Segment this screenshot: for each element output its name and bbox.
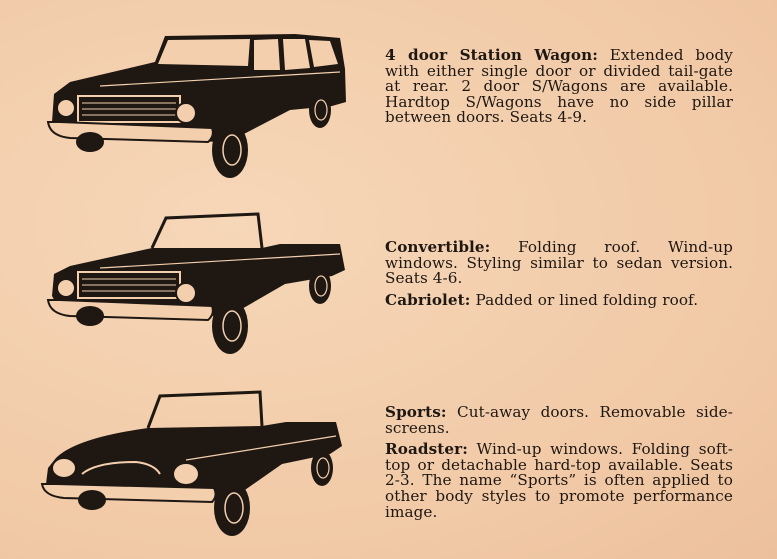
sports-car-illustration <box>36 388 351 548</box>
cabriolet-paragraph <box>385 290 733 309</box>
convertible-paragraph <box>385 240 733 287</box>
sports-paragraph <box>385 405 733 436</box>
station-wagon-paragraph <box>385 48 733 126</box>
convertible-text: Folding roof. Wind-up windows. Styling similar to sedan version. Seats 4-6. <box>385 238 733 288</box>
convertible-term: Convertible: <box>385 238 491 256</box>
station-wagon-illustration <box>40 24 350 184</box>
roadster-paragraph <box>385 442 733 520</box>
convertible-description <box>385 240 733 314</box>
sports-term: Sports: <box>385 403 447 421</box>
convertible-illustration <box>40 210 350 360</box>
roadster-term: Roadster: <box>385 440 468 459</box>
sports-text: Cut-away doors. Removable side-screens. <box>385 403 733 437</box>
roadster-text: Wind-up windows. Folding soft-top or detachable hard-top available. Seats 2-3. The name “Sports” is often applied to other body styles to promote performance image. <box>385 440 733 521</box>
station-wagon-description <box>385 48 733 132</box>
cabriolet-term: Cabriolet: <box>385 290 471 309</box>
station-wagon-term: 4 door Station Wagon: <box>385 46 598 64</box>
station-wagon-text: Extended body with either single door or divided tail-gate at rear. 2 door S/Wagons are available. Hardtop S/Wagons have no side pillar between doors. Seats 4-9. <box>385 46 733 127</box>
cabriolet-text: Padded or lined folding roof. <box>470 290 699 309</box>
sports-description <box>385 405 733 526</box>
